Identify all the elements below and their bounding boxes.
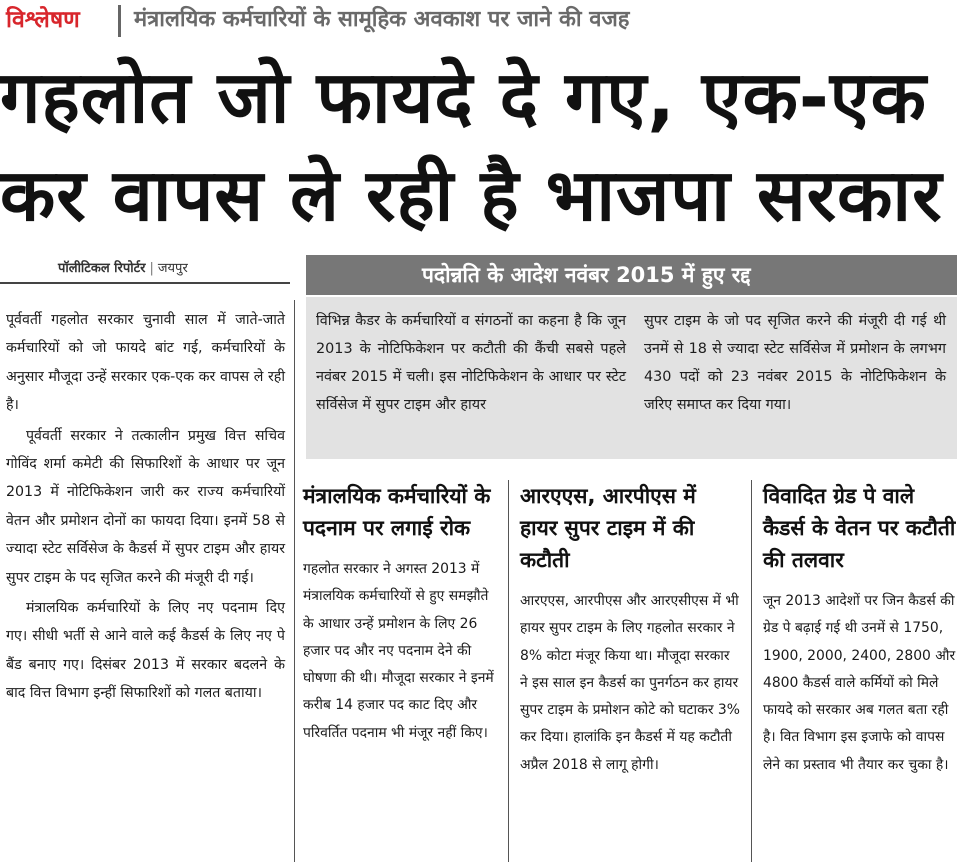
box-column-2: सुपर टाइम के जो पद सृजित करने की मंजूरी दी गई थी उनमें से 18 से ज्यादा स्टेट सर्विसेज में प्रमोशन के लगभग 430 पदों को 23 नवंबर 2015 के नोटिफिकेशन के जरिए समाप्त कर दिया गया। [644, 313, 946, 413]
section-body: गहलोत सरकार ने अगस्त 2013 में मंत्रालयिक कर्मचारियों से हुए समझौते के आधार उन्हें प्रमोशन के लिए 26 हजार पद और नए पदनाम देने की घोषणा की थी। मौजूदा सरकार ने इनमें करीब 14 हजार पद काट दिए और परिवर्तित पदनाम भी मंजूर नहीं किए। [303, 561, 494, 741]
byline-city: जयपुर [157, 261, 188, 276]
strap-divider [118, 5, 121, 37]
section-body: जून 2013 आदेशों पर जिन कैडर्स की ग्रेड पे बढ़ाई गई थी उनमें से 1750, 1900, 2000, 2400, 2800 और 4800 कैडर्स वाले कर्मियों को मिले फायदे को सरकार अब गलत बता रही है। वित विभाग इस इजाफे को वापस लेने का प्रस्ताव भी तैयार कर चुका है। [763, 593, 956, 773]
section-heading: विवादित ग्रेड पे वाले कैडर्स के वेतन पर कटौती की तलवार [763, 484, 956, 572]
column-rule-2 [508, 480, 509, 862]
section-strap [0, 0, 960, 42]
headline [0, 48, 960, 244]
section-ras-rps [520, 480, 740, 779]
column-rule-3 [751, 480, 752, 862]
box-column-1: विभिन्न कैडर के कर्मचारियों व संगठनों का कहना है कि जून 2013 के नोटिफिकेशन पर कटौती की कैंची सबसे पहले नवंबर 2015 में चली। इस नोटिफिकेशन के आधार पर स्टेट सर्विसेज में सुपर टाइम और हायर [316, 313, 626, 413]
section-tag: विश्लेषण [6, 7, 80, 33]
byline-separator: | [149, 261, 154, 276]
lead-paragraph-3: मंत्रालयिक कर्मचारियों के लिए नए पदनाम दिए गए। सीधी भर्ती से आने वाले कई कैडर्स के लिए नए पे बैंड बनाए गए। दिसंबर 2013 में सरकार बदलने के बाद वित्त विभाग इन्हीं सिफारिशों को गलत बताया। [6, 600, 285, 702]
byline-rule [0, 282, 290, 284]
lead-paragraph-2: पूर्ववर्ती सरकार ने तत्कालीन प्रमुख वित्त सचिव गोविंद शर्मा कमेटी की सिफारिशों के आधार पर जून 2013 में नोटिफिकेशन जारी कर राज्य कर्मचारियों वेतन और प्रमोशन दोनों का फायदा दिया। इनमें 58 से ज्यादा स्टेट सर्विसेज के कैडर्स में सुपर टाइम और हायर सुपर टाइम के पद सृजित करने की मंजूरी दी गई। [6, 427, 285, 586]
byline [58, 258, 188, 276]
headline-line-1: गहलोत जो फायदे दे गए, एक-एक [0, 55, 927, 139]
subhead-bar: पदोन्नति के आदेश नवंबर 2015 में हुए रद्द [306, 255, 957, 295]
highlight-box [306, 297, 957, 459]
byline-reporter: पॉलीटिकल रिपोर्टर [58, 261, 146, 276]
section-heading: मंत्रालयिक कर्मचारियों के पदनाम पर लगाई रोक [303, 484, 491, 540]
column-rule-1 [294, 300, 295, 862]
headline-line-2: कर वापस ले रही है भाजपा सरकार [0, 153, 943, 237]
lead-paragraph-1: पूर्ववर्ती गहलोत सरकार चुनावी साल में जाते-जाते कर्मचारियों को जो फायदे बांट गई, कर्मचारियों के अनुसार मौजूदा उन्हें सरकार एक-एक कर वापस ले रही है। [6, 312, 285, 414]
lead-column [6, 306, 285, 710]
section-body: आरएएस, आरपीएस और आरएसीएस में भी हायर सुपर टाइम के लिए गहलोत सरकार ने 8% कोटा मंजूर किया था। मौजूदा सरकार ने इस साल इन कैडर्स का पुनर्गठन कर हायर सुपर टाइम के प्रमोशन कोटे को घटाकर 3% कर दिया। हालांकि इन कैडर्स में यह कटौती अप्रैल 2018 से लागू होगी। [520, 593, 740, 773]
section-ministerial [303, 480, 496, 747]
section-grade-pay [763, 480, 956, 779]
kicker-text: मंत्रालयिक कर्मचारियों के सामूहिक अवकाश पर जाने की वजह [134, 7, 630, 32]
section-heading: आरएएस, आरपीएस में हायर सुपर टाइम में की कटौती [520, 484, 696, 572]
